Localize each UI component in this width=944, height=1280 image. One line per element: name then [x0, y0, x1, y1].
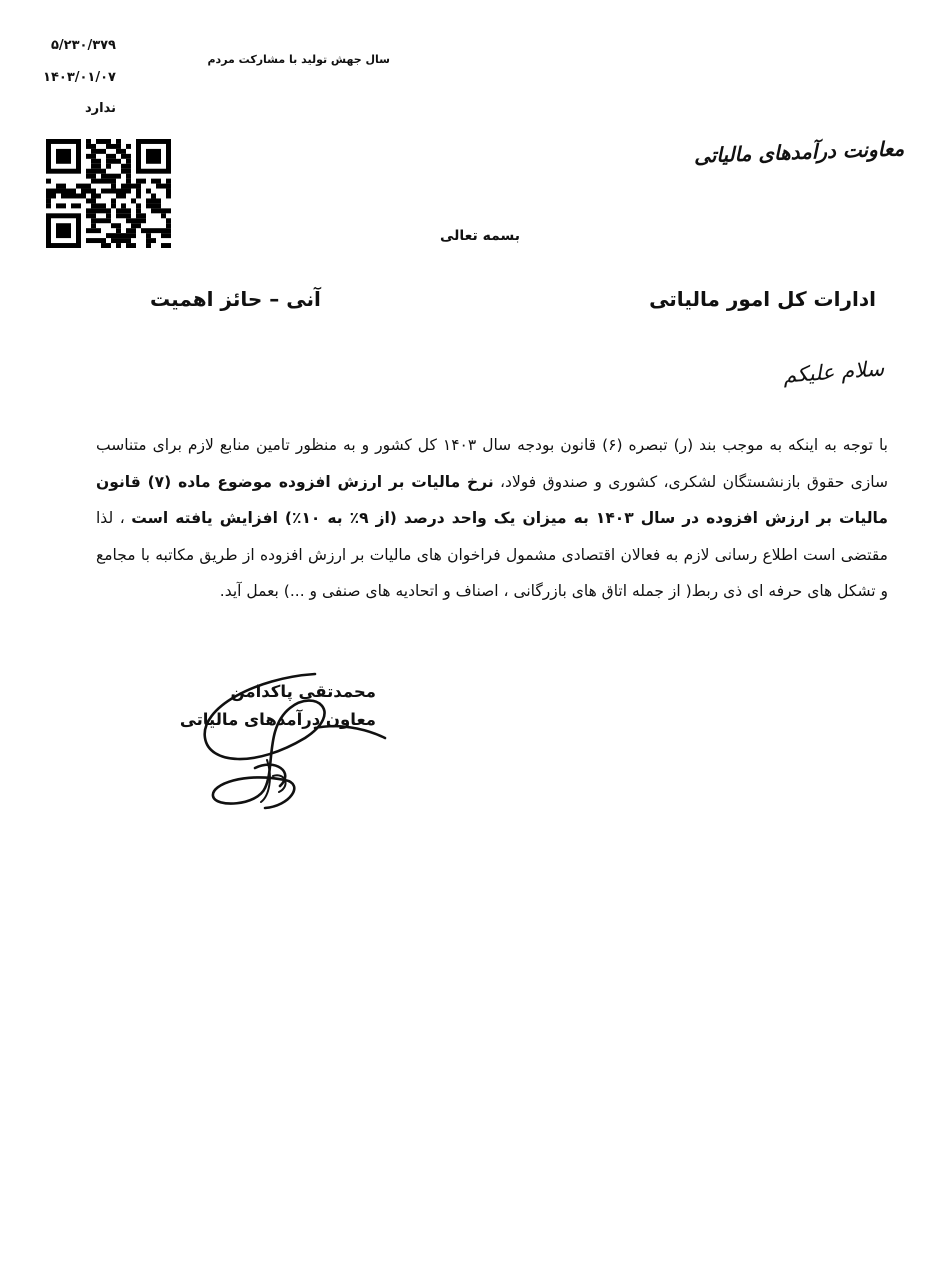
signer-block: [150, 678, 376, 734]
signer-title: معاون درآمدهای مالیاتی: [179, 710, 376, 729]
priority-label: آنی – حائز اهمیت: [150, 287, 321, 311]
letter-number: ۵/۲۳۰/۳۷۹: [50, 38, 116, 53]
invocation: بسمه تعالی: [439, 228, 521, 244]
signer-name: محمدتقی پاکدامن: [230, 682, 376, 701]
letter-body: [96, 427, 888, 610]
org-name: معاونت درآمدهای مالیاتی: [693, 136, 905, 168]
qr-code-icon: [46, 139, 171, 248]
greeting: سلام علیکم: [782, 356, 885, 388]
body-part-emphasis: نرخ مالیات بر ارزش افزوده موضوع ماده (۷) قانون مالیات بر ارزش افزوده در سال ۱۴۰۳ به میزان یک واحد درصد (از ۹٪ به ۱۰٪) افزایش یافته است: [96, 472, 888, 528]
addressee: ادارات کل امور مالیاتی: [649, 287, 876, 311]
year-motto: سال جهش تولید با مشارکت مردم: [207, 53, 390, 66]
body-part-closing: ، لذا مقتضی است اطلاع رسانی لازم به فعالان اقتصادی مشمول فراخوان های مالیات بر ارزش افزوده از طریق مکاتبه با مجامع و تشکل های حرفه ای ذی ربط( از جمله اتاق های بازرگانی ، اصناف و اتحادیه های صنفی و ...) بعمل آید.: [96, 509, 888, 601]
body-part-intro: با توجه به اینکه به موجب بند (ر) تبصره (۶) قانون بودجه سال ۱۴۰۳ کل کشور و به منظور تامین منابع لازم برای متناسب سازی حقوق بازنشستگان لشکری، کشوری و صندوق فولاد،: [96, 436, 889, 491]
letter-attachment: ندارد: [84, 101, 116, 116]
letter-date: ۱۴۰۳/۰۱/۰۷: [43, 70, 116, 85]
